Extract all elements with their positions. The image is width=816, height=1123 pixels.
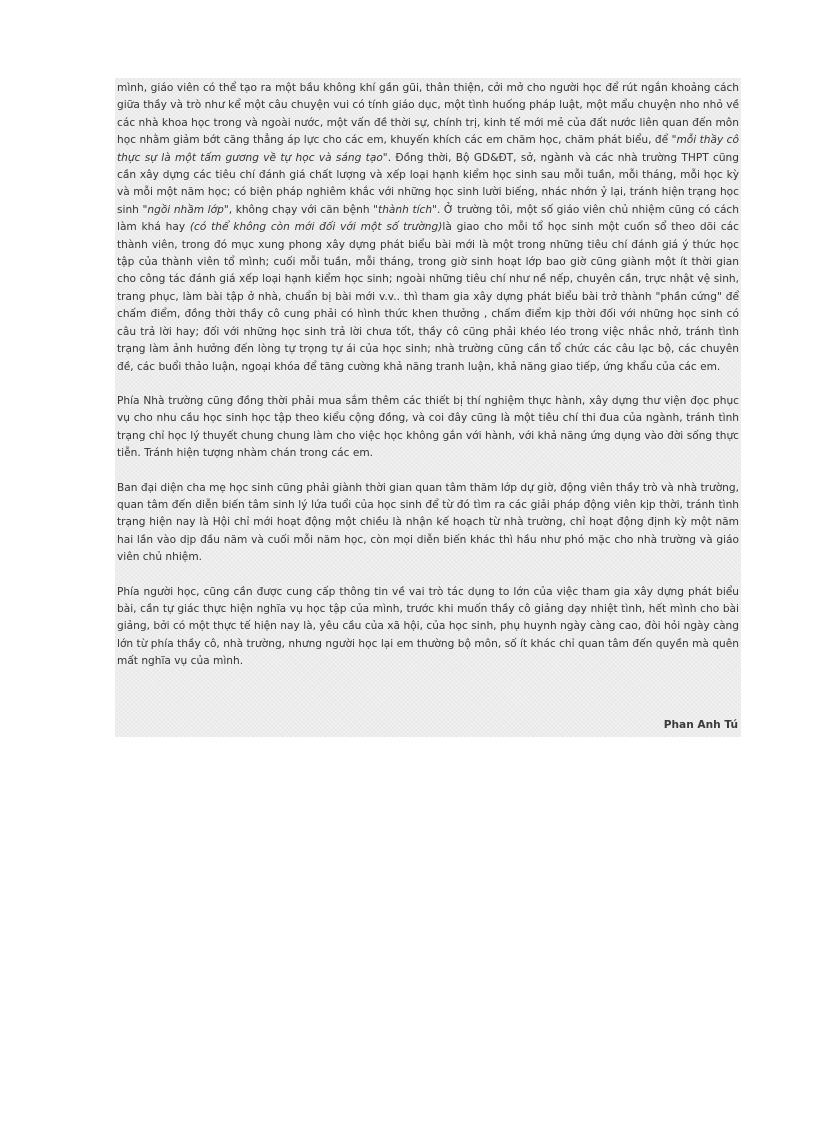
paragraph-2: Phía Nhà trường cũng đồng thời phải mua sắm thêm các thiết bị thí nghiệm thực hành, xây dựng thư viện đọc phục vụ cho nhu cầu học sinh học tập theo kiểu cộng đồng, và coi đây cũng là một tiêu chí thi đua của ngành, tránh tình trạng chỉ học lý thuyết chung chung làm cho việc học không gắn với hành, với khả năng ứng dụng vào đời sống thực tiễn. Tránh hiện tượng nhàm chán trong các em.: [117, 394, 739, 460]
paragraph-3: Ban đại diện cha mẹ học sinh cũng phải giành thời gian quan tâm thăm lớp dự giờ, động viên thầy trò và nhà trường, quan tâm đến diễn biến tâm sinh lý lứa tuổi của học sinh để từ đó tìm ra các giải pháp động viên kịp thời, tránh tình trạng hiện nay là Hội chỉ mới hoạt động một chiều là nhận kế hoạch từ nhà trường, chỉ hoạt động định kỳ một năm hai lần vào dịp đầu năm và cuối mỗi năm học, còn mọi diễn biến khác thì hầu như phó mặc cho nhà trường và giáo viên chủ nhiệm.: [117, 481, 739, 564]
author-signature: Phan Anh Tú: [663, 718, 738, 731]
quote-teacher-example: "mỗi thầy cô thực sự là một tấm gương về tự học và sáng tạo": [117, 134, 739, 164]
quote-achievement: thành tích: [378, 203, 433, 216]
paragraph-1-text-e: là giao cho mỗi tổ học sinh một cuốn sổ theo dõi các thành viên, trong đó mục xung phong xây dựng phát biểu bài mới là một trong những tiêu chí đánh giá ý thức học tập của thành viên tổ mình; cuối mỗi tuần, mỗi tháng, trong giờ sinh hoạt lớp bao giờ cũng giành một ít thời gian cho công tác đánh giá xếp loại hạnh kiểm học sinh; ngoài những tiêu chí như nề nếp, chuyên cần, trực nhật vệ sinh, trang phục, làm bài tập ở nhà, chuẩn bị bài mới v.v.. thì tham gia xây dựng phát biểu bài trở thành "phần cứng" để chấm điểm, đồng thời thầy cô cung phải có hình thức khen thưởng , chấm điểm kịp thời đối với những học sinh có câu trả lời hay; đối với những học sinh trả lời chưa tốt, thầy cô cũng phải khéo léo trong việc nhắc nhở, tránh tình trạng làm ảnh hưởng đến lòng tự trọng tự ái của học sinh; nhà trường cũng cần tổ chức các câu lạc bộ, các chuyên đề, các buổi thảo luận, ngoại khóa để tăng cường khả năng tranh luận, khả năng giao tiếp, ứng khẩu của các em.: [117, 221, 739, 373]
paragraph-1-text-c: ", không chạy với căn bệnh ": [223, 203, 379, 216]
paragraph-1-text-d: ". Ở trường tôi, một số giáo viên chủ nhiệm cũng có cách làm khá hay: [117, 203, 739, 234]
paragraph-4: Phía người học, cũng cần được cung cấp thông tin về vai trò tác dụng to lớn của việc tham gia xây dựng phát biểu bài, cần tự giác thực hiện nghĩa vụ học tập của mình, trước khi muốn thầy cô giảng dạy nhiệt tình, hết mình cho bài giảng, bởi có một thực tế hiện nay là, yêu cầu của xã hội, của học sinh, phụ huynh ngày càng cao, đòi hỏi ngày càng lớn từ phía thầy cô, nhà trường, nhưng người học lại em thường bộ môn, số ít khác chỉ quan tâm đến quyền mà quên mất nghĩa vụ của mình.: [117, 585, 739, 668]
paragraph-1: [117, 80, 739, 376]
paragraph-1-text-b: . Đồng thời, Bộ GD&ĐT, sở, ngành và các nhà trường THPT cũng cần xây dựng các tiêu chí đánh giá chất lượng và xếp loại hạnh kiểm học sinh sau mỗi tuần, mỗi tháng, mỗi học kỳ và mỗi một năm học; có biện pháp nghiêm khắc với những học sinh lười biếng, nhác nhớn ỷ lại, tránh hiện trạng học sinh ": [117, 151, 739, 216]
paragraph-1-text-a: mình, giáo viên có thể tạo ra một bầu không khí gần gũi, thân thiện, cởi mở cho người học để rút ngắn khoảng cách giữa thầy và trò như kể một câu chuyện vui có tính giáo dục, một tình huống pháp luật, một mẩu chuyện nho nhỏ về các nhà khoa học trong và ngoài nước, một vấn đề thời sự, chính trị, kinh tế mới mẻ của đất nước liên quan đến môn học nhằm giảm bớt căng thẳng áp lực cho các em, khuyến khích các em chăm học, chăm phát biểu, để: [117, 82, 739, 147]
quote-not-new: (có thể không còn mới đối với một số trường): [189, 221, 443, 234]
article-body: [115, 78, 741, 737]
quote-wrong-class: ngồi nhầm lớp: [147, 203, 224, 216]
